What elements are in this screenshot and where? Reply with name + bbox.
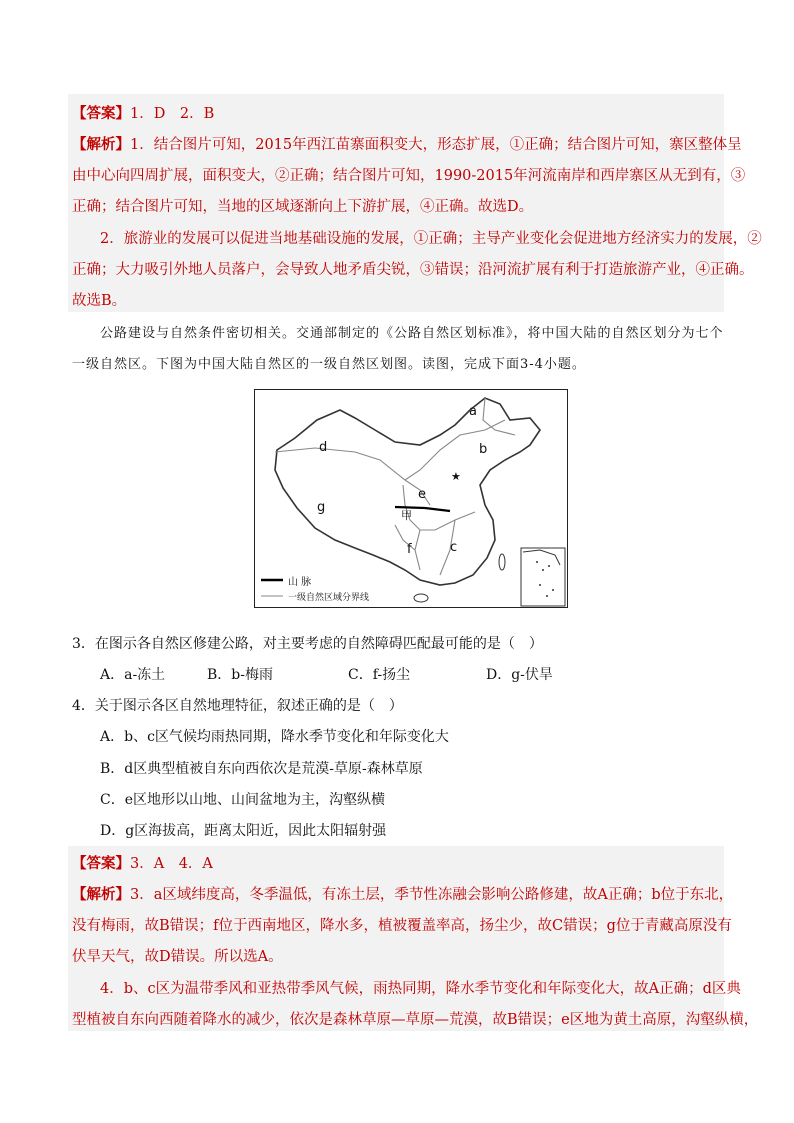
q4-option-d: D．g区海拔高，距离太阳近，因此太阳辐射强 [100, 823, 387, 839]
answer-line-1 [72, 102, 214, 123]
q4-option-c: C．e区地形以山地、山间盆地为主，沟壑纵横 [100, 792, 385, 808]
zone-label-jia: 甲 [401, 509, 412, 522]
answer-tag: 【答案】 [72, 105, 130, 122]
taiwan-island [499, 554, 505, 570]
q4-option-a: A．b、c区气候均雨热同期，降水季节变化和年际变化大 [100, 729, 449, 745]
analysis-line: 型植被自东向西随着降水的减少，依次是森林草原—草原—荒漠，故B错误；e区地为黄土高原，沟壑纵横， [72, 1012, 759, 1028]
legend-boundary-label: 一级自然区域分界线 [288, 593, 370, 603]
answer-text: 3．A 4．A [130, 856, 213, 872]
intro-line: 公路建设与自然条件密切相关。交通部制定的《公路自然区划标准》，将中国大陆的自然区划分为七个 [100, 326, 724, 341]
analysis-tag: 【解析】 [72, 136, 130, 153]
zone-label-g: g [317, 500, 326, 515]
question-3-stem: 3．在图示各自然区修建公路，对主要考虑的自然障碍匹配最可能的是（ ） [72, 636, 543, 652]
q4-option-b: B．d区典型植被自东向西依次是荒漠-草原-森林草原 [100, 761, 423, 777]
analysis-line: 故选B。 [72, 293, 127, 309]
hainan-island [414, 594, 428, 602]
zone-label-d: d [319, 440, 328, 455]
q3-option-c: C．f-扬尘 [348, 667, 411, 683]
zone-label-f: f [407, 542, 412, 557]
zone-label-b: b [479, 442, 488, 457]
china-natural-zone-map [254, 389, 568, 608]
analysis-line [72, 133, 742, 154]
south-china-sea-inset [521, 548, 565, 606]
intro-line: 一级自然区。下图为中国大陆自然区的一级自然区划图。读图，完成下面3-4小题。 [72, 357, 586, 372]
q3-option-a: A．a-冻土 [100, 667, 166, 683]
zone-label-e: e [418, 487, 426, 502]
answer-line-2 [72, 852, 213, 873]
analysis-line: 由中心向四周扩展，面积变大，②正确；结合图片可知，1990-2015年河流南岸和西岸寨区从无到有，③ [72, 168, 746, 184]
analysis-line: 没有梅雨，故B错误；f位于西南地区，降水多，植被覆盖率高，扬尘少，故C错误；g位于青藏高原没有 [72, 918, 732, 934]
analysis-line: 伏旱天气，故D错误。所以选A。 [72, 949, 283, 965]
analysis-tag: 【解析】 [72, 886, 130, 903]
analysis-line [72, 883, 733, 904]
star-icon: ★ [451, 470, 461, 483]
question-4-stem: 4．关于图示各区自然地理特征，叙述正确的是（ ） [72, 698, 403, 714]
analysis-line: 4．b、c区为温带季风和亚热带季风气候，雨热同期，降水季节变化和年际变化大，故A正确；d区典 [100, 981, 741, 997]
answer-text: 1．D 2．B [130, 106, 215, 122]
q3-option-d: D．g-伏旱 [486, 667, 553, 683]
analysis-line: 正确；结合图片可知，当地的区域逐渐向上下游扩展，④正确。故选D。 [72, 199, 534, 215]
analysis-text: 1．结合图片可知，2015年西江苗寨面积变大，形态扩展，①正确；结合图片可知，寨区整体呈 [130, 137, 742, 153]
zone-label-c: c [450, 540, 458, 555]
analysis-line: 2．旅游业的发展可以促进当地基础设施的发展，①正确；主导产业变化会促进地方经济实力的发展，② [100, 231, 762, 247]
zone-label-a: a [469, 404, 477, 419]
answer-tag: 【答案】 [72, 855, 130, 872]
legend-mountain-label: 山 脉 [288, 577, 312, 588]
answer-block-2 [68, 846, 724, 1031]
q3-option-b: B．b-梅雨 [207, 667, 273, 683]
analysis-line: 正确；大力吸引外地人员落户，会导致人地矛盾尖锐，③错误；沿河流扩展有利于打造旅游产业，④正确。 [72, 262, 754, 278]
analysis-text: 3．a区域纬度高，冬季温低，有冻土层，季节性冻融会影响公路修建，故A正确；b位于东北， [130, 887, 734, 903]
